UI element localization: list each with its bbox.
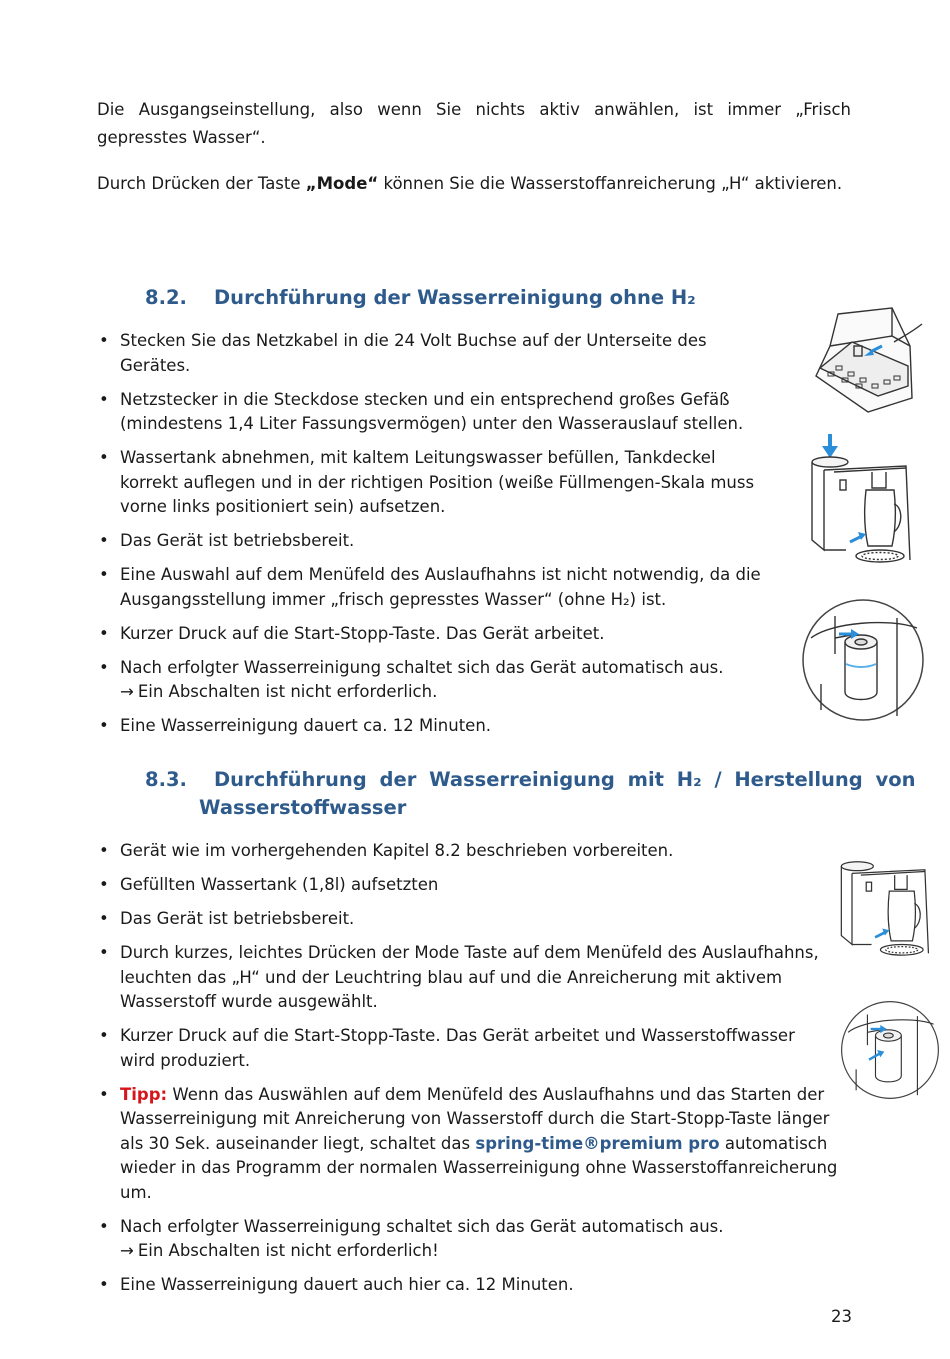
list-item: • Das Gerät ist betriebsbereit. — [97, 529, 777, 554]
arrow-right-icon: → — [120, 1241, 134, 1260]
list-item: • Wassertank abnehmen, mit kaltem Leitungswasser befüllen, Tankdeckel korrekt auflegen und in der richtigen Position (weiße Füllmengen-Skala muss vorne links positioniert sein) aufsetzen. — [97, 446, 777, 520]
list-item — [97, 656, 777, 705]
list-item-note: Ein Abschalten ist nicht erforderlich! — [137, 1241, 439, 1260]
faucet-closeup-illustration-2 — [840, 1000, 940, 1100]
tip-label: Tipp: — [120, 1084, 168, 1104]
list-item: • Gefüllten Wassertank (1,8l) aufsetzten — [97, 873, 820, 898]
faucet-closeup-illustration — [801, 598, 925, 722]
intro-mode-text: Durch Drücken der Taste — [97, 174, 306, 193]
list-item — [97, 1215, 855, 1264]
mode-key-label: „Mode“ — [305, 174, 379, 193]
section-8-3-number: 8.3. — [145, 768, 187, 791]
list-item: • Eine Wasserreinigung dauert auch hier ca. 12 Minuten. — [97, 1273, 855, 1298]
page-number: 23 — [831, 1307, 852, 1326]
intro-mode-paragraph — [97, 170, 851, 198]
list-item: • Gerät wie im vorhergehenden Kapitel 8.2 beschrieben vorbereiten. — [97, 839, 820, 864]
section-8-2-number: 8.2. — [145, 286, 187, 309]
section-8-2-list — [97, 329, 777, 748]
list-item-text: Nach erfolgter Wasserreinigung schaltet sich das Gerät automatisch aus. — [120, 1216, 724, 1236]
tip-item — [97, 1083, 855, 1206]
list-item: • Das Gerät ist betriebsbereit. — [97, 907, 820, 932]
device-watertank-illustration-2 — [836, 837, 932, 971]
section-8-3-list — [97, 839, 837, 1307]
tip-text: Wenn das Auswählen auf dem Menüfeld des Auslaufhahns und das Starten der Wasserreinigung mit Anreicherung von Wasserstoff durch die Start-Stopp-Taste länger als 30 Sek. auseinander liegt, schaltet das — [120, 1084, 830, 1153]
list-item: • Durch kurzes, leichtes Drücken der Mode Taste auf dem Menüfeld des Auslaufhahns, leuchten das „H“ und der Leuchtring blau auf und die Anreicherung mit aktivem Wasserstoff wurde ausgewählt. — [97, 941, 820, 1015]
arrow-right-icon: → — [120, 682, 134, 701]
section-8-3-title-line2: Wasserstoffwasser — [199, 796, 407, 819]
intro-mode-text-end: können Sie die Wasserstoffanreicherung „H“ aktivieren. — [378, 174, 843, 193]
list-item: • Netzstecker in die Steckdose stecken und ein entsprechend großes Gefäß (mindestens 1,4 Liter Fassungsvermögen) unter den Wasserauslauf stellen. — [97, 388, 777, 437]
list-item: • Stecken Sie das Netzkabel in die 24 Volt Buchse auf der Unterseite des Gerätes. — [97, 329, 777, 378]
device-watertank-illustration — [806, 432, 914, 577]
device-underside-illustration — [808, 306, 926, 418]
list-item: • Kurzer Druck auf die Start-Stopp-Taste. Das Gerät arbeitet und Wasserstoffwasser wird produziert. — [97, 1024, 830, 1073]
list-item-note: Ein Abschalten ist nicht erforderlich. — [137, 682, 438, 701]
intro-paragraph: Die Ausgangseinstellung, also wenn Sie nichts aktiv anwählen, ist immer „Frisch gepresstes Wasser“. — [97, 100, 851, 147]
list-item: • Eine Auswahl auf dem Menüfeld des Auslaufhahns ist nicht notwendig, da die Ausgangsstellung immer „frisch gepresstes Wasser“ (ohne H₂) ist. — [97, 563, 777, 612]
list-item-text: Nach erfolgter Wasserreinigung schaltet sich das Gerät automatisch aus. — [120, 657, 724, 677]
tip-text-end: automatisch wieder in das Programm der normalen Wasserreinigung ohne Wasserstoffanreicherung um. — [120, 1133, 838, 1202]
brand-name: spring-time®premium pro — [475, 1133, 720, 1153]
list-item: • Kurzer Druck auf die Start-Stopp-Taste. Das Gerät arbeitet. — [97, 622, 777, 647]
section-8-3-title-line1: Durchführung der Wasserreinigung mit H₂ / Herstellung von — [214, 768, 916, 791]
list-item: • Eine Wasserreinigung dauert ca. 12 Minuten. — [97, 714, 777, 739]
section-8-2-title: Durchführung der Wasserreinigung ohne H₂ — [214, 286, 696, 309]
